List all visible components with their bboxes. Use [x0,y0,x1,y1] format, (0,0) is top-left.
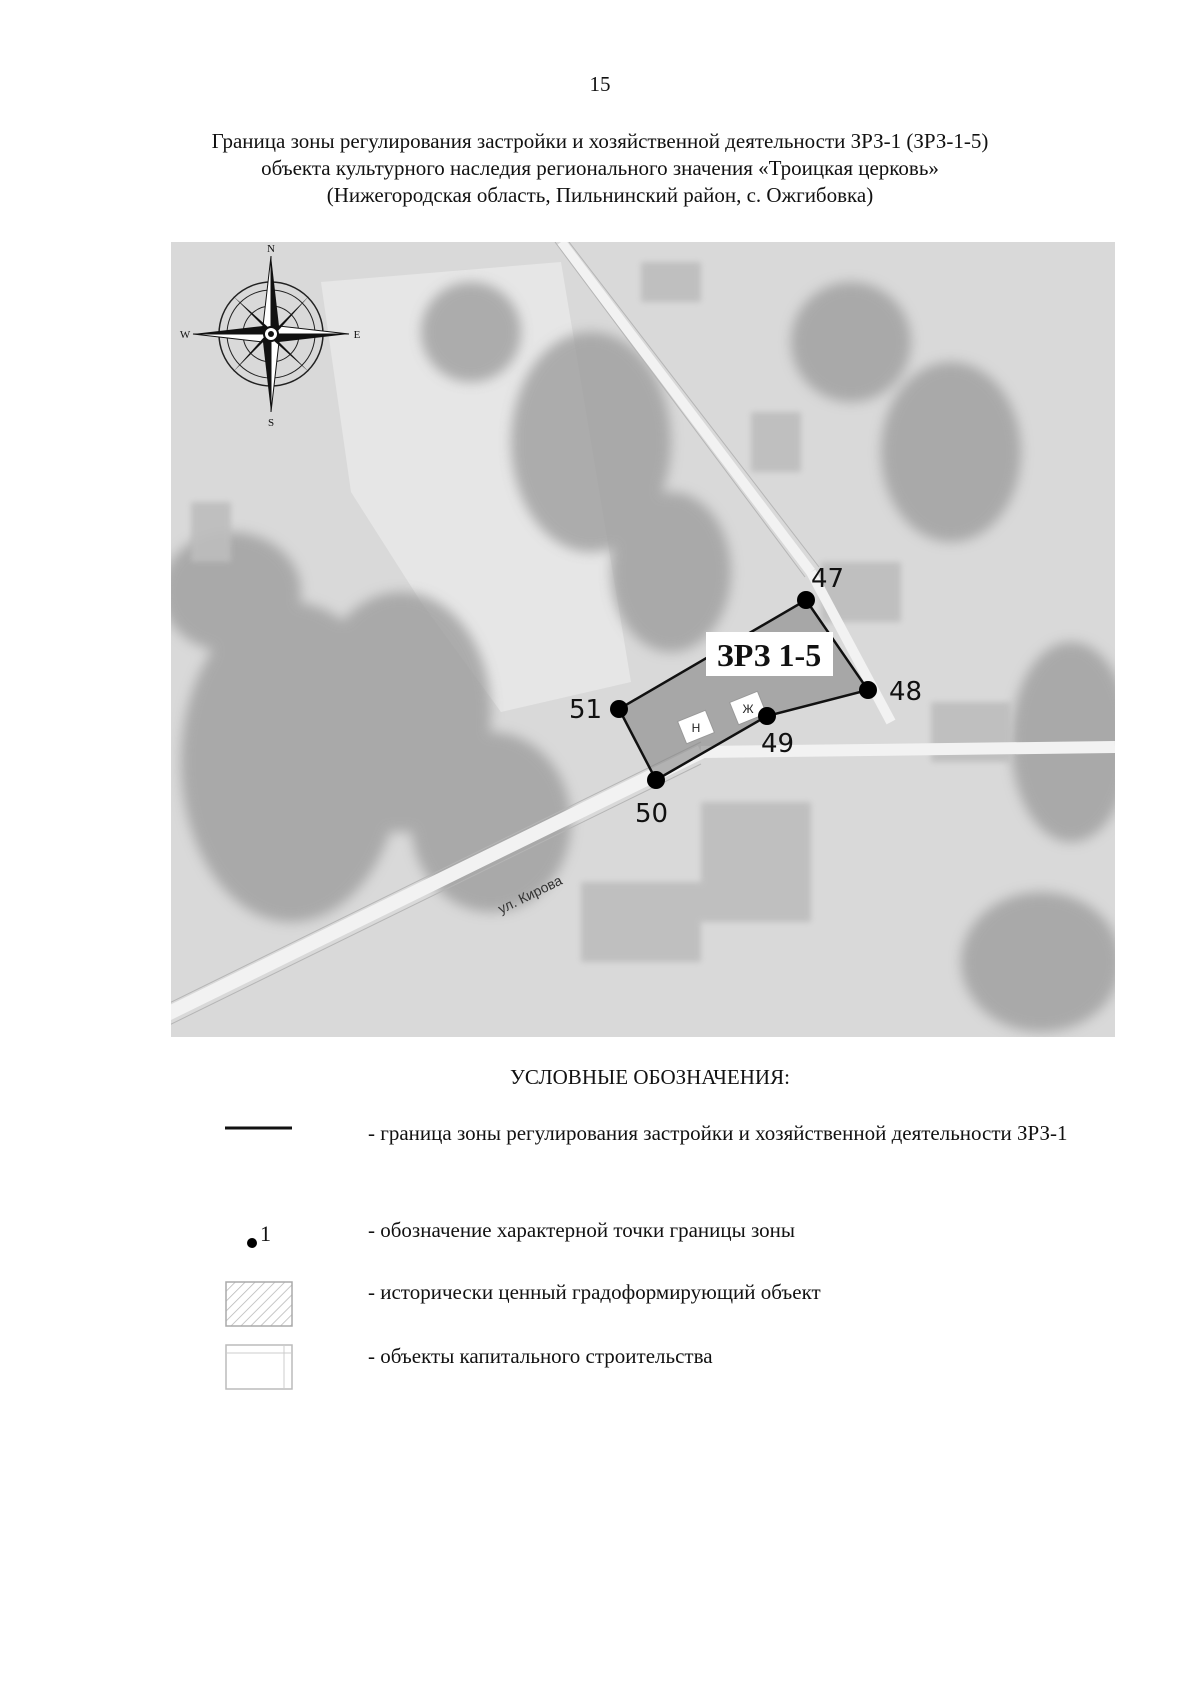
title-line-1: Граница зоны регулирования застройки и хозяйственной деятельности ЗРЗ-1 (ЗРЗ-1-5) [211,129,989,153]
svg-text:50: 50 [635,799,669,829]
svg-text:47: 47 [811,564,845,594]
svg-text:48: 48 [889,677,923,707]
compass-e: E [353,329,361,341]
legend-text-historic: - исторически ценный градоформирующий объект [368,1280,821,1304]
legend-point-label: 1 [260,1221,271,1246]
title-line-3: (Нижегородская область, Пильнинский район, с. Ожгибовка) [326,183,874,207]
zone-label: ЗРЗ 1-5 [716,637,822,673]
building-square-icon [220,1341,300,1397]
legend-item-capital [220,1341,1120,1401]
legend-text-capital: - объекты капитального строительства [368,1344,713,1368]
legend-text-boundary: - граница зоны регулирования застройки и хозяйственной деятельности ЗРЗ-1 [368,1121,1068,1145]
compass-w: W [179,329,191,341]
street-label: ул. Кирова [495,871,565,917]
legend-text-point: - обозначение характерной точки границы зоны [368,1218,796,1242]
map-image [171,242,1115,1037]
compass-n: N [267,243,275,255]
svg-text:Ж: Ж [742,702,754,716]
hatched-square-icon [220,1277,300,1333]
compass-s: S [267,417,275,429]
svg-text:Н: Н [691,721,701,735]
boundary-line-icon [220,1118,300,1174]
page-number: 15 [589,72,611,96]
page-title [120,128,1080,209]
svg-text:51: 51 [569,695,603,725]
svg-text:49: 49 [761,729,795,759]
point-icon [220,1215,300,1271]
title-line-2: объекта культурного наследия регионального значения «Троицкая церковь» [261,156,939,180]
legend-item-historic [220,1277,1120,1337]
legend-item-boundary [220,1118,1120,1178]
legend-title: УСЛОВНЫЕ ОБОЗНАЧЕНИЯ: [510,1065,790,1089]
legend-item-point [220,1215,1120,1275]
